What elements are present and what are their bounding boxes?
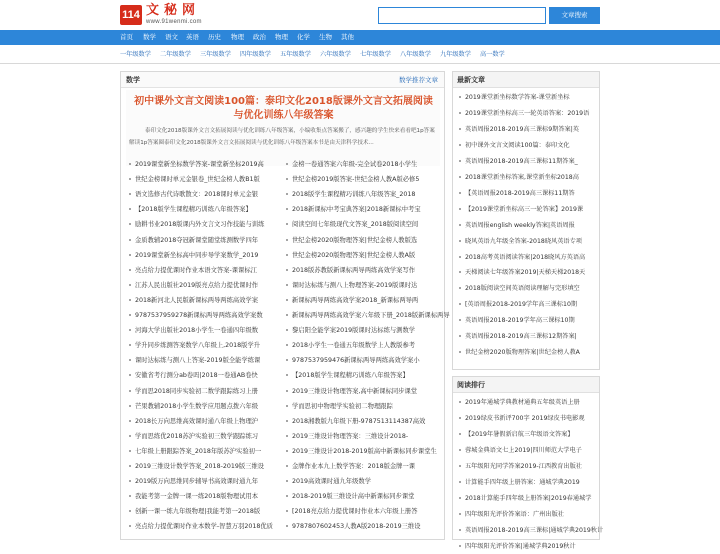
article-title: 金牌作业本九上数学答案：2018版金牌一课 [292, 463, 416, 470]
side-article-title: 2019绿皮书新评700字 2019绿皮书电影观 [465, 414, 585, 422]
nav-item[interactable]: 物理 [231, 33, 244, 41]
bullet-icon [129, 299, 131, 301]
side-article-title: 四年级阳光评价答案|通城学典2019秋计 [465, 542, 576, 550]
bullet-icon [129, 405, 131, 407]
latest-articles-panel [452, 71, 600, 370]
bullet-icon [129, 420, 131, 422]
side-article-link[interactable] [453, 106, 599, 122]
bullet-icon [129, 344, 131, 346]
article-title: 2018-2019版三维设计高中新课标同步课堂 [292, 493, 415, 501]
bullet-icon [286, 390, 288, 392]
side-article-title: 世纪金榜2020版物理答案|世纪金榜人教A [465, 349, 580, 357]
article-title: 2019三维设计2018-2019版高中新课标同步课堂生 [292, 447, 437, 455]
bullet-icon [459, 256, 461, 258]
article-title: 世纪金榜2020版物理答案|世纪金榜人教A版 [292, 251, 416, 259]
article-title: 语文选修古代诗歌散文：2018课时单元金银 [135, 191, 259, 199]
article-title: 新课标两导两练高效学案2018_新课标两导两 [292, 296, 419, 304]
side-article-link[interactable] [453, 507, 599, 523]
article-link[interactable] [126, 263, 274, 278]
side-article-link[interactable] [453, 411, 599, 427]
bullet-icon [286, 223, 288, 225]
article-title: 2019版万向思维同步辅导书高效课时通九年 [135, 478, 259, 486]
bullet-icon [459, 96, 461, 98]
subnav-item[interactable]: 一年级数学 [120, 51, 151, 58]
side-article-link[interactable] [453, 443, 599, 459]
article-link[interactable] [126, 384, 274, 399]
side-article-title: 2019课堂新坐标高三一轮英语答案：2019语 [465, 109, 590, 117]
bullet-icon [129, 510, 131, 512]
search-input[interactable] [378, 7, 546, 24]
article-title: 亮点给力提优课时作业本语文答案-课课标江 [135, 266, 257, 274]
article-title: 芒果教辅2018小学生数学应用题点拨六年级 [135, 402, 259, 410]
article-link[interactable] [126, 459, 274, 474]
bullet-icon [129, 435, 131, 437]
bullet-icon [129, 208, 131, 210]
article-title: 9787537959476新课标两导两练高效学案小 [292, 357, 420, 365]
bullet-icon [286, 299, 288, 301]
article-link[interactable] [283, 353, 431, 368]
side-article-title: 四年级阳光评价答案语：广州出版社 [465, 510, 564, 518]
bullet-icon [459, 481, 461, 483]
article-title: 【2018版学生课程精巧训练八年级答案】 [292, 372, 409, 380]
side-article-title: 初中课外文言文阅读100篇：泰印文化 [465, 141, 570, 149]
subnav-item[interactable]: 高一数学 [480, 51, 505, 58]
nav-item[interactable]: 化学 [297, 33, 310, 41]
bullet-icon [129, 374, 131, 376]
article-link[interactable] [126, 368, 274, 383]
article-link[interactable] [283, 429, 431, 444]
article-link[interactable] [283, 444, 437, 459]
grade-subnav [0, 45, 720, 64]
article-title: 2019课堂新坐标高中同步导学案数学_2019 [135, 251, 259, 259]
article-link[interactable] [126, 157, 274, 172]
bullet-icon [129, 254, 131, 256]
side-article-link[interactable] [453, 475, 599, 491]
bullet-icon [286, 254, 288, 256]
bullet-icon [459, 545, 461, 547]
article-link[interactable] [283, 248, 431, 263]
article-link[interactable] [126, 293, 274, 308]
article-title: 世纪金榜课时单元金银卷_世纪金榜人教B1版 [135, 176, 260, 184]
article-link[interactable] [126, 187, 274, 202]
article-link[interactable] [283, 519, 431, 534]
article-link[interactable] [126, 202, 274, 217]
article-link[interactable] [126, 474, 274, 489]
bullet-icon [286, 208, 288, 210]
bullet-icon [459, 144, 461, 146]
article-link[interactable] [283, 308, 450, 323]
article-link[interactable] [283, 414, 431, 429]
article-title: [2018亮点给力提优课时作业本六年级上册答 [292, 508, 418, 516]
article-link[interactable] [283, 293, 431, 308]
bullet-icon [459, 160, 461, 162]
bullet-icon [129, 390, 131, 392]
side-article-link[interactable] [453, 395, 599, 411]
article-link[interactable] [126, 172, 274, 187]
subnav-item[interactable]: 九年级数学 [440, 51, 471, 58]
side-article-title: 英语周报2018-2019高三课标9期答案|英 [465, 125, 579, 133]
article-title: 阅读空间七年级现代文答案_2018版阅读空间 [292, 221, 419, 229]
article-link[interactable] [283, 217, 431, 232]
bullet-icon [459, 287, 461, 289]
article-title: 2019三维设计物理答案：三维设计2018- [292, 432, 409, 440]
article-link[interactable] [283, 338, 431, 353]
bullet-icon [286, 284, 288, 286]
bullet-icon [286, 359, 288, 361]
side-article-title: 英语周报2018-2019学年高三课标10期 [465, 317, 575, 325]
article-title: 2018版苏教版新课标两导两练高效学案写作 [292, 266, 416, 274]
subnav-item[interactable]: 六年级数学 [320, 51, 351, 58]
side-article-title: 2019年通城学典教材通典五年级英语上册 [465, 399, 580, 406]
side-article-link[interactable] [453, 202, 599, 218]
article-title: 2019课堂新坐标数学答案-课堂新坐标2019高 [135, 161, 264, 168]
side-article-link[interactable] [453, 523, 604, 539]
article-link[interactable] [283, 489, 431, 504]
bullet-icon [459, 192, 461, 194]
side-article-title: 蓉城金典语文七上2019|四川师范大学电子 [465, 446, 582, 454]
bullet-icon [286, 405, 288, 407]
side-article-title: 【英语周报2018-2019高三课标11期答 [465, 189, 575, 197]
article-title: 9787807602453人教A版2018-2019三维设 [292, 523, 421, 531]
bullet-icon [129, 480, 131, 482]
bullet-icon [286, 510, 288, 512]
bullet-icon [459, 112, 461, 114]
featured-title[interactable]: 初中课外文言文阅读100篇：泰印文化2018版课外文言文拓展阅读与优化训练八年级答案 [134, 96, 433, 121]
bullet-icon [129, 178, 131, 180]
bullet-icon [129, 163, 131, 165]
bullet-icon [459, 465, 461, 467]
article-link[interactable] [283, 187, 431, 202]
bullet-icon [459, 176, 461, 178]
article-title: 世纪金榜2019版答案-世纪金榜人教A版必修5 [292, 176, 420, 184]
bullet-icon [459, 449, 461, 451]
side-article-link[interactable] [453, 234, 599, 250]
article-link[interactable] [283, 323, 431, 338]
bullet-icon [286, 495, 288, 497]
bullet-icon [459, 513, 461, 515]
article-title: 9787537959278新课标两导两练高效学案数 [135, 312, 263, 319]
article-title: 2019高效课时通九年级数学 [292, 478, 371, 486]
side-article-title: 2018版阅读空间英语阅读理解与完形填空 [465, 285, 580, 293]
subnav-item[interactable]: 四年级数学 [240, 51, 271, 58]
bullet-icon [129, 495, 131, 497]
nav-item[interactable]: 英语 [186, 33, 199, 41]
bullet-icon [459, 335, 461, 337]
subnav-item[interactable]: 三年级数学 [200, 51, 231, 58]
side-article-link[interactable] [453, 122, 599, 138]
bullet-icon [286, 269, 288, 271]
main-content-panel [120, 71, 450, 540]
side-article-link[interactable] [453, 459, 599, 475]
bullet-icon [286, 314, 288, 316]
bullet-icon [129, 239, 131, 241]
side-article-title: 计算能手四年级上册答案：通城学典2019 [465, 478, 580, 486]
article-title: 2018长万向思维高效课时通八年级上物理沪 [135, 417, 259, 425]
side-article-link[interactable] [453, 281, 599, 297]
bullet-icon [459, 303, 461, 305]
article-link[interactable] [283, 399, 431, 414]
bullet-icon [459, 240, 461, 242]
subnav-item[interactable]: 八年级数学 [400, 51, 431, 58]
article-link[interactable] [126, 429, 274, 444]
article-title: 学而思初中物理学实验初二物理跟踪 [292, 402, 393, 410]
side-article-title: 【2019课堂新坐标高三一轮答案】2019课 [465, 205, 584, 213]
nav-item[interactable]: 物理 [275, 33, 288, 41]
bullet-icon [129, 284, 131, 286]
bullet-icon [129, 359, 131, 361]
section-title: 数学 [126, 76, 140, 84]
article-title: 金质教辅2018夺冠新课堂随堂练测数学四年 [135, 236, 259, 244]
article-title: 课时达标练与测八上物理答案-2019版课时达 [292, 281, 418, 289]
article-title: 课时达标练与测八上答案-2019版全能学练课 [135, 357, 261, 365]
side-article-link[interactable] [453, 491, 599, 507]
article-title: 励耕书业2018版课内外文言文习作技能与训练 [135, 221, 265, 229]
logo-badge: 114 [120, 5, 142, 25]
article-link[interactable] [126, 504, 274, 519]
bullet-icon [286, 480, 288, 482]
side-article-link[interactable] [453, 539, 599, 554]
subnav-item[interactable]: 二年级数学 [160, 51, 191, 58]
article-link[interactable] [126, 323, 274, 338]
article-title: 2018湘教版九年级下册-9787513114387高效 [292, 417, 426, 425]
bullet-icon [286, 163, 288, 165]
subnav-item[interactable]: 五年级数学 [280, 51, 311, 58]
article-title: 学升同步练测答案数学八年级上,2018版学升 [135, 342, 261, 350]
nav-item[interactable]: 生物 [319, 33, 332, 41]
bullet-icon [129, 269, 131, 271]
article-link[interactable] [283, 504, 431, 519]
bullet-icon [129, 314, 131, 316]
featured-summary: 泰印文化2018版课外文言文拓展阅读与优化训练八年级答案，小编收集点答案搬了，感兴趣的学生快来看看吧1p答案解读1p答案圈泰印文化2018版课外文言文拓展阅读与优化训练八年级答案本书是由天津科学技术... [129, 128, 435, 146]
bullet-icon [459, 224, 461, 226]
bullet-icon [129, 223, 131, 225]
article-title: 金榜一卷通答案六年级-完全试卷2018小学生 [292, 161, 418, 168]
side-article-link[interactable] [453, 250, 599, 266]
bullet-icon [286, 450, 288, 452]
side-article-title: 2018课堂新坐标答案,课堂新坐标2018高 [465, 173, 579, 181]
main-nav [0, 30, 720, 45]
side-article-link[interactable] [453, 154, 599, 170]
side-article-title: 【2019年暑假新启航三年级语文答案】 [465, 430, 574, 438]
article-title: 黎启阳全能学案2019版课时达标练与测数学 [292, 327, 416, 335]
side-article-link[interactable] [453, 313, 599, 329]
article-title: 2019三维设计数学答案_2018-2019版三维设 [135, 463, 265, 470]
article-link[interactable] [283, 172, 431, 187]
bullet-icon [286, 374, 288, 376]
article-link[interactable] [126, 278, 274, 293]
bullet-icon [459, 271, 461, 273]
article-link[interactable] [126, 338, 274, 353]
side-article-title: 英语周报2018-2019高三课标11期答案_ [465, 157, 578, 165]
side-article-title: 2018计算能手四年级上册答案|2019春通城学 [465, 494, 592, 502]
ranking-title: 阅读排行 [453, 377, 599, 393]
side-article-link[interactable] [453, 265, 599, 281]
article-title: 2018新课标中考宝典答案|2018新课标中考宝 [292, 206, 421, 214]
bullet-icon [459, 529, 461, 531]
side-article-link[interactable] [453, 345, 599, 361]
article-title: 2019三维设计物理答案,高中新课标同步课堂 [292, 387, 418, 395]
bullet-icon [129, 525, 131, 527]
article-title: 新课标两导两练高效学案六年级下册_2018版新课标两导 [292, 312, 450, 319]
article-link[interactable] [283, 233, 431, 248]
logo-url: www.91wenmi.com [146, 19, 202, 25]
article-link[interactable] [126, 489, 274, 504]
latest-title: 最新文章 [453, 72, 599, 88]
side-article-link[interactable] [453, 186, 599, 202]
bullet-icon [286, 239, 288, 241]
article-title: 2018版学生课程精巧训练八年级答案_2018 [292, 191, 416, 199]
article-title: 学而思练优2018苏沪实验初三数学跟踪练习 [135, 432, 259, 440]
article-title: 学而思2018同步实验初二数学跟踪练习上册 [135, 387, 259, 395]
side-article-title: 英语周报english weekly答案|英语周报 [465, 221, 575, 229]
article-link[interactable] [283, 384, 431, 399]
bullet-icon [459, 208, 461, 210]
nav-item[interactable]: 首页 [120, 33, 133, 41]
article-title: 我能考第一金牌一课一练2018版物理试用本 [135, 493, 259, 501]
bullet-icon [286, 193, 288, 195]
subnav-item[interactable]: 七年级数学 [360, 51, 391, 58]
article-title: 【2018版学生课程精巧训练八年级答案】 [135, 206, 252, 214]
article-link[interactable] [126, 308, 274, 323]
article-link[interactable] [126, 519, 274, 534]
article-title: 世纪金榜2020版物理答案|世纪金榜人教版选 [292, 236, 418, 244]
article-title: 河海大学出版社2018小学生一卷通四年级数 [135, 327, 259, 335]
bullet-icon [286, 329, 288, 331]
side-article-title: 晓风英语九年级全答案-2018晓风英语专项 [465, 237, 582, 245]
article-link[interactable] [126, 414, 274, 429]
bullet-icon [459, 433, 461, 435]
bullet-icon [286, 465, 288, 467]
nav-item[interactable]: 数学 [143, 33, 156, 41]
article-title: 2018新河北人民版新课标两导两练高效学案 [135, 296, 259, 304]
side-article-link[interactable] [453, 138, 599, 154]
article-link[interactable] [283, 368, 431, 383]
nav-item[interactable]: 其他 [341, 33, 354, 41]
bullet-icon [459, 128, 461, 130]
bullet-icon [459, 497, 461, 499]
side-article-link[interactable] [453, 218, 599, 234]
article-title: 2018小学生一卷通五年级数学上人教版参考 [292, 342, 416, 350]
bullet-icon [129, 465, 131, 467]
side-article-title: 2018高考英语阅读答案|2018晓风方英语高 [465, 253, 586, 261]
article-link[interactable] [283, 278, 431, 293]
recommended-link[interactable]: 数学推荐文章 [399, 76, 438, 84]
bullet-icon [459, 351, 461, 353]
side-article-link[interactable] [453, 427, 599, 443]
bullet-icon [129, 450, 131, 452]
nav-item[interactable]: 语文 [165, 33, 178, 41]
bullet-icon [129, 193, 131, 195]
nav-item[interactable]: 政治 [253, 33, 266, 41]
bullet-icon [129, 329, 131, 331]
site-logo[interactable] [120, 5, 250, 27]
article-title: 安徽省考行测分ab卷吗|2018一卷通AB卷快 [135, 372, 258, 380]
article-link[interactable] [283, 157, 431, 172]
bullet-icon [286, 435, 288, 437]
nav-item[interactable]: 历史 [208, 33, 221, 41]
side-article-title: 天梯阅读七年级答案2019|天梯天梯2018天 [465, 269, 586, 277]
main-panel-header [121, 72, 444, 88]
article-link[interactable] [283, 263, 431, 278]
article-link[interactable] [126, 444, 274, 459]
logo-name: 文秘网 [146, 3, 201, 18]
article-title: 七年级上册跟踪答案_2018年版苏沪实验初一 [135, 447, 262, 455]
site-header [0, 0, 720, 30]
bullet-icon [286, 525, 288, 527]
search-button[interactable]: 文章搜索 [549, 7, 600, 24]
bullet-icon [286, 344, 288, 346]
article-title: 亮点给力提优课时作业本数学-智慧万羽2018优质 [135, 523, 273, 531]
side-article-title: 英语周报2018-2019高三课标12期答案| [465, 333, 577, 341]
side-article-link[interactable] [453, 329, 599, 345]
side-article-title: 五年级阳光同学答案2019-江西教育出版社 [465, 462, 582, 470]
bullet-icon [286, 420, 288, 422]
article-link[interactable] [126, 233, 274, 248]
bullet-icon [459, 417, 461, 419]
article-link[interactable] [126, 217, 274, 232]
side-article-link[interactable] [453, 297, 599, 313]
bullet-icon [459, 401, 461, 403]
side-article-link[interactable] [453, 90, 599, 106]
side-article-title: 英语周报2018-2019高三课标|通城学典2019秋计 [465, 526, 604, 534]
side-article-title: 2019课堂新坐标数学答案-课堂新坐标 [465, 94, 570, 101]
side-article-link[interactable] [453, 170, 599, 186]
article-link[interactable] [283, 459, 431, 474]
side-article-title: [英语周报2018-2019学年高三课标10期 [465, 301, 578, 309]
article-title: 创新一课一练九年级物理|我能考第一2018版 [135, 508, 261, 516]
article-link[interactable] [126, 353, 274, 368]
article-link[interactable] [126, 399, 274, 414]
article-title: 江苏人民出版社2019版亮点给力提优课时作 [135, 281, 259, 289]
bullet-icon [286, 178, 288, 180]
article-link[interactable] [283, 202, 431, 217]
bullet-icon [459, 319, 461, 321]
article-link[interactable] [283, 474, 431, 489]
ranking-panel [452, 376, 604, 550]
article-link[interactable] [126, 248, 274, 263]
